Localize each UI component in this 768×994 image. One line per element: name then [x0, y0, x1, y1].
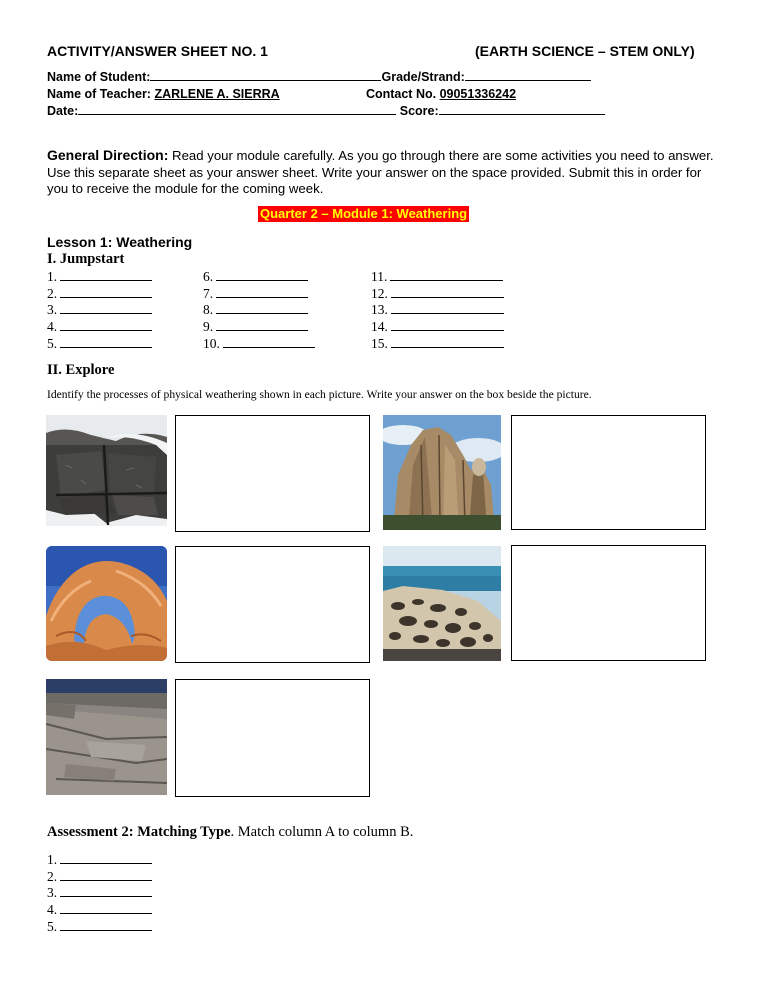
lesson-title: Lesson 1: Weathering — [47, 234, 193, 250]
contact-number: 09051336242 — [439, 87, 517, 101]
general-direction — [47, 147, 725, 198]
item-number: 7. — [203, 285, 214, 301]
photo-desert-arch — [46, 546, 167, 661]
date-label: Date: — [47, 104, 79, 118]
contact-label: Contact No. — [365, 87, 437, 101]
answer-blank[interactable] — [60, 863, 152, 864]
sheet-title: ACTIVITY/ANSWER SHEET NO. 1 — [47, 43, 268, 59]
direction-text: Read your module carefully. As you go through there are some activities you need to answer. Use this separate sheet as your answer sheet. Write your answer on the space provided. Submit this in order for you to receive the module for the coming week. — [47, 148, 714, 196]
item-number: 10. — [203, 335, 220, 351]
item-number: 11. — [371, 269, 388, 284]
answer-item — [47, 335, 152, 352]
score-field[interactable] — [439, 114, 605, 115]
answer-item — [203, 318, 308, 335]
item-number: 2. — [47, 285, 58, 301]
answer-blank[interactable] — [223, 347, 315, 348]
date-row — [47, 104, 605, 118]
module-banner: Quarter 2 – Module 1: Weathering — [260, 206, 468, 221]
photo-honeycomb-rock — [383, 546, 501, 661]
subject-title: (EARTH SCIENCE – STEM ONLY) — [475, 43, 695, 59]
teacher-name: ZARLENE A. SIERRA — [154, 87, 280, 101]
assessment-text: . Match column A to column B. — [230, 824, 414, 840]
answer-box-2[interactable] — [511, 415, 706, 530]
jumpstart-title: I. Jumpstart — [47, 251, 125, 267]
photo-snowy-cracked-rock — [46, 415, 167, 526]
item-number: 6. — [203, 269, 214, 284]
answer-box-5[interactable] — [175, 679, 370, 797]
answer-item — [203, 268, 308, 285]
answer-item — [47, 301, 152, 318]
answer-item — [47, 318, 152, 335]
item-number: 9. — [203, 319, 214, 335]
assessment-title: Assessment 2: Matching Type — [47, 824, 231, 840]
explore-title: II. Explore — [47, 362, 115, 378]
answer-blank[interactable] — [391, 347, 504, 348]
grade-label: Grade/Strand: — [381, 70, 465, 84]
answer-blank[interactable] — [216, 330, 308, 331]
answer-blank[interactable] — [391, 313, 504, 314]
answer-blank[interactable] — [391, 297, 504, 298]
student-row — [47, 70, 591, 84]
answer-blank[interactable] — [60, 896, 152, 897]
item-number: 1. — [47, 852, 58, 867]
answer-item — [203, 335, 315, 352]
answer-blank[interactable] — [60, 313, 152, 314]
item-number: 3. — [47, 302, 58, 318]
score-label: Score: — [399, 104, 439, 118]
item-number: 14. — [371, 319, 388, 335]
answer-blank[interactable] — [60, 913, 152, 914]
item-number: 1. — [47, 269, 58, 284]
item-number: 15. — [371, 335, 388, 351]
answer-blank[interactable] — [60, 330, 152, 331]
answer-blank[interactable] — [391, 330, 504, 331]
answer-blank[interactable] — [216, 297, 308, 298]
answer-item — [47, 851, 152, 868]
item-number: 8. — [203, 302, 214, 318]
item-number: 2. — [47, 868, 58, 884]
assessment-heading — [47, 824, 413, 841]
photo-eroded-cliff — [383, 415, 501, 530]
answer-blank[interactable] — [60, 880, 152, 881]
answer-blank[interactable] — [60, 930, 152, 931]
teacher-label: Name of Teacher: — [47, 87, 151, 101]
answer-item — [371, 285, 504, 302]
answer-box-3[interactable] — [175, 546, 370, 663]
answer-item — [371, 301, 504, 318]
item-number: 13. — [371, 302, 388, 318]
student-name-field[interactable] — [150, 80, 381, 81]
answer-item — [47, 868, 152, 885]
photo-exfoliating-slab — [46, 679, 167, 795]
answer-box-4[interactable] — [511, 545, 706, 661]
answer-item — [47, 285, 152, 302]
item-number: 5. — [47, 335, 58, 351]
answer-item — [203, 301, 308, 318]
grade-field[interactable] — [465, 80, 591, 81]
item-number: 4. — [47, 319, 58, 335]
answer-item — [47, 901, 152, 918]
direction-label: General Direction: — [47, 147, 169, 163]
answer-item — [47, 918, 152, 935]
answer-item — [371, 268, 503, 285]
answer-blank[interactable] — [216, 313, 308, 314]
teacher-row — [47, 87, 564, 101]
answer-blank[interactable] — [216, 280, 308, 281]
answer-blank[interactable] — [390, 280, 503, 281]
answer-item — [371, 335, 504, 352]
answer-item — [371, 318, 504, 335]
item-number: 5. — [47, 918, 58, 934]
answer-item — [203, 285, 308, 302]
explore-instruction: Identify the processes of physical weathering shown in each picture. Write your answer on the box beside the picture. — [47, 388, 592, 401]
answer-box-1[interactable] — [175, 415, 370, 532]
date-field[interactable] — [78, 114, 396, 115]
item-number: 4. — [47, 902, 58, 918]
answer-blank[interactable] — [60, 280, 152, 281]
item-number: 3. — [47, 885, 58, 901]
answer-item — [47, 884, 152, 901]
answer-item — [47, 268, 152, 285]
answer-blank[interactable] — [60, 297, 152, 298]
item-number: 12. — [371, 285, 388, 301]
student-label: Name of Student: — [47, 70, 151, 84]
answer-blank[interactable] — [60, 347, 152, 348]
